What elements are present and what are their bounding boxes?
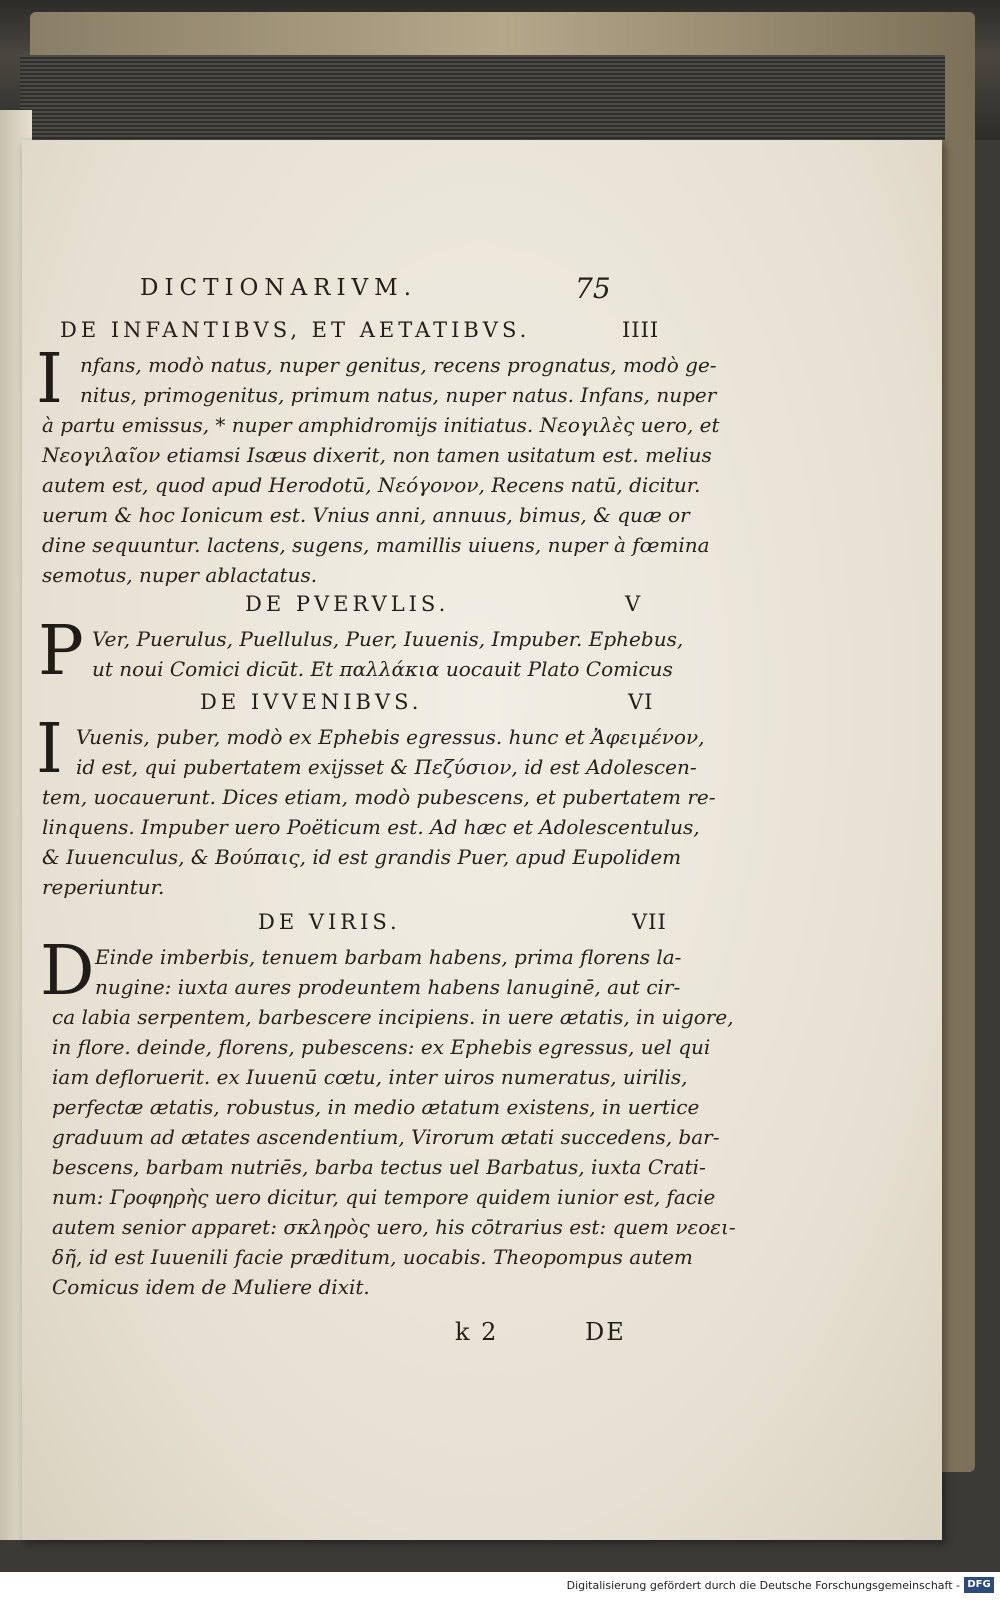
text-line: bescens, barbam nutriēs, barba tectus uel Barbatus, iuxta Crati- [52, 1155, 706, 1179]
text-line: Ver, Puerulus, Puellulus, Puer, Iuuenis, Impuber. Ephebus, [92, 627, 684, 651]
text-line: à partu emissus, * nuper amphidromijs initiatus. Νεογιλὲς uero, et [42, 413, 720, 437]
text-line: in flore. deinde, florens, pubescens: ex Ephebis egressus, uel qui [52, 1035, 711, 1059]
text-line: iam defloruerit. ex Iuuenū cœtu, inter uiros numeratus, uirilis, [52, 1065, 688, 1089]
footer-bar [0, 1572, 1000, 1600]
page-number: 75 [575, 272, 611, 305]
section-numeral: VII [632, 910, 667, 934]
section-numeral: VI [628, 690, 654, 714]
section-numeral: V [625, 592, 642, 616]
text-line: & Iuuenculus, & Βούπαις, id est grandis Puer, apud Eupolidem [42, 845, 682, 869]
text-line: nfans, modò natus, nuper genitus, recens prognatus, modò ge- [80, 353, 717, 377]
text-line: dine sequuntur. lactens, sugens, mamillis uiuens, nuper à fœmina [42, 533, 710, 557]
drop-capital: P [38, 612, 84, 691]
text-line: Einde imberbis, tenuem barbam habens, prima florens la- [95, 945, 682, 969]
text-line: tem, uocauerunt. Dices etiam, modò pubescens, et pubertatem re- [42, 785, 716, 809]
section-numeral: IIII [622, 318, 660, 342]
text-line: id est, qui pubertatem exijsset & Πεζύσιον, id est Adolescen- [76, 755, 697, 779]
signature-mark: k 2 [455, 1318, 499, 1346]
drop-capital: I [36, 340, 63, 419]
page-block-edge [20, 55, 945, 140]
section-heading: DE INFANTIBVS, ET AETATIBVS. [60, 318, 531, 342]
text-line: graduum ad ætates ascendentium, Virorum ætati succedens, bar- [52, 1125, 720, 1149]
funding-notice: Digitalisierung gefördert durch die Deutsche Forschungsgemeinschaft - [566, 1579, 960, 1592]
section-heading: DE IVVENIBVS. [200, 690, 423, 714]
catchword: DE [585, 1318, 626, 1346]
drop-capital: D [40, 932, 95, 1011]
section-heading: DE PVERVLIS. [245, 592, 450, 616]
text-line: linquens. Impuber uero Poëticum est. Ad hæc et Adolescentulus, [42, 815, 700, 839]
text-line: Comicus idem de Muliere dixit. [52, 1275, 370, 1299]
text-line: Vuenis, puber, modò ex Ephebis egressus. hunc et Ἀφειμένον, [76, 725, 705, 749]
text-line: δῆ, id est Iuuenili facie præditum, uocabis. Theopompus autem [52, 1245, 693, 1269]
text-line: semotus, nuper ablactatus. [42, 563, 318, 587]
text-line: ca labia serpentem, barbescere incipiens. in uere ætatis, in uigore, [52, 1005, 734, 1029]
text-line: perfectæ ætatis, robustus, in medio ætatum existens, in uertice [52, 1095, 700, 1119]
text-line: uerum & hoc Ionicum est. Vnius anni, annuus, bimus, & quæ or [42, 503, 690, 527]
text-line: nugine: iuxta aures prodeuntem habens lanuginē, aut cir- [95, 975, 681, 999]
text-line: autem senior apparet: σκληρὸς uero, his cōtrarius est: quem νεοει- [52, 1215, 736, 1239]
drop-capital: I [36, 710, 63, 789]
running-head: DICTIONARIVM. [140, 275, 418, 301]
text-line: autem est, quod apud Herodotū, Νεόγονον, Recens natū, dicitur. [42, 473, 701, 497]
text-line: Νεογιλαῖον etiamsi Isæus dixerit, non tamen usitatum est. melius [42, 443, 712, 467]
text-line: reperiuntur. [42, 875, 165, 899]
dfg-logo: DFG [964, 1577, 994, 1593]
text-line: ut noui Comici dicūt. Et παλλάκια uocauit Plato Comicus [92, 657, 673, 681]
text-line: nitus, primogenitus, primum natus, nuper natus. Infans, nuper [80, 383, 717, 407]
section-heading: DE VIRIS. [258, 910, 401, 934]
text-line: num: Γροφηρὴς uero dicitur, qui tempore quidem iunior est, facie [52, 1185, 716, 1209]
